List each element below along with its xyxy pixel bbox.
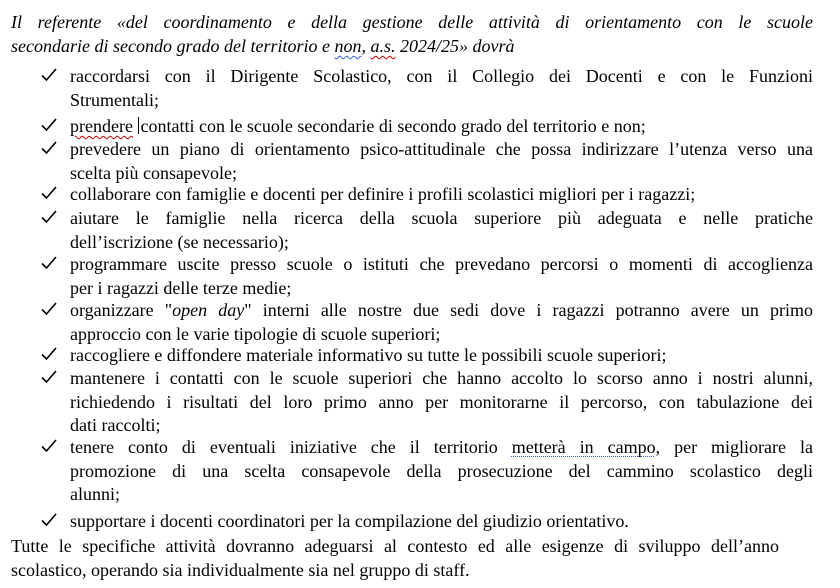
grammar-flag-mettera[interactable]: metterà in campo bbox=[511, 437, 656, 457]
spellcheck-flag-prendere[interactable]: prendere bbox=[70, 116, 133, 136]
list-item-line: mantenere i contatti con le scuole superiori che hanno accolto lo scorso anno i nostri alunni, bbox=[70, 368, 813, 388]
list-item-line: dell’iscrizione (se necessario); bbox=[70, 231, 289, 252]
intro-paragraph bbox=[11, 10, 813, 58]
list-item-line: scelta più consapevole; bbox=[70, 162, 237, 183]
list-item-line-text: , per migliorare la bbox=[655, 437, 813, 457]
list-item-line: Strumentali; bbox=[70, 89, 159, 110]
intro-line-2 bbox=[11, 36, 514, 56]
list-item-line-text: " interni alle nostre due sedi dove i ragazzi potranno avere un primo bbox=[244, 300, 813, 320]
list-item-line: supportare i docenti coordinatori per la compilazione del giudizio orientativo. bbox=[70, 511, 629, 531]
list-item-line bbox=[70, 299, 813, 323]
list-item-line: alunni; bbox=[70, 484, 120, 505]
checkmark-icon bbox=[41, 369, 57, 385]
list-item-line bbox=[70, 115, 813, 139]
open-day-emphasis: open day bbox=[172, 300, 245, 320]
list-item-line: raccordarsi con il Dirigente Scolastico, con il Collegio dei Docenti e con le Funzioni bbox=[70, 66, 813, 86]
intro-comma: , bbox=[361, 36, 371, 56]
checkmark-icon bbox=[41, 185, 57, 201]
closing-line-1: Tutte le specifiche attività dovranno adeguarsi al contesto ed alle esigenze di sviluppo dell’anno bbox=[11, 536, 779, 556]
list-item-line: dati raccolti; bbox=[70, 415, 161, 436]
checkmark-icon bbox=[41, 301, 57, 317]
list-item-text bbox=[70, 367, 813, 438]
checkmark-icon bbox=[41, 140, 57, 156]
list-item-line bbox=[70, 436, 813, 460]
grammar-flag-non[interactable]: non bbox=[334, 36, 362, 56]
list-item-line-text: tenere conto di eventuali iniziative che il territorio bbox=[70, 437, 512, 457]
list-item-text bbox=[70, 344, 813, 368]
spellcheck-flag-as[interactable]: a.s. bbox=[370, 36, 396, 56]
list-item-line: raccogliere e diffondere materiale informativo su tutte le possibili scuole superiori; bbox=[70, 345, 667, 365]
list-item-line: richiedendo i risultati del loro primo anno per monitorarne il percorso, con tabulazione dei bbox=[70, 391, 813, 412]
list-item-line: promozione di una scelta consapevole della prosecuzione del cammino scolastico degli bbox=[70, 460, 813, 481]
list-item-text bbox=[70, 138, 813, 185]
list-item-text bbox=[70, 65, 813, 112]
list-item-line: collaborare con famiglie e docenti per definire i profili scolastici migliori per i ragazzi; bbox=[70, 184, 696, 204]
closing-line-2: scolastico, operando sia individualmente sia nel gruppo di staff. bbox=[11, 559, 470, 580]
checkmark-icon bbox=[41, 438, 57, 454]
checkmark-icon bbox=[41, 209, 57, 225]
list-item-line: per i ragazzi delle terze medie; bbox=[70, 277, 292, 298]
list-item-line: programmare uscite presso scuole o istituti che prevedano percorsi o momenti di accoglienza bbox=[70, 254, 813, 274]
list-item-line: approccio con le varie tipologie di scuole superiori; bbox=[70, 323, 441, 344]
checkmark-icon bbox=[41, 512, 57, 528]
list-item-line: prevedere un piano di orientamento psico-attitudinale che possa indirizzare l’utenza verso una bbox=[70, 139, 813, 159]
checkmark-icon bbox=[41, 346, 57, 362]
list-item-text bbox=[70, 115, 813, 139]
list-item-line-text: organizzare " bbox=[70, 300, 173, 320]
intro-line-2-text: secondarie di secondo grado del territorio e bbox=[11, 36, 335, 56]
list-item-text bbox=[70, 253, 813, 300]
intro-line-2-end: 2024/25» dovrà bbox=[395, 36, 515, 56]
checkmark-icon bbox=[41, 67, 57, 83]
list-item-text bbox=[70, 299, 813, 346]
list-item-line: aiutare le famiglie nella ricerca della scuola superiore più adeguata e nelle pratiche bbox=[70, 208, 813, 228]
list-item-text bbox=[70, 183, 813, 207]
list-item-text bbox=[70, 436, 813, 507]
checkmark-icon bbox=[41, 255, 57, 271]
closing-paragraph bbox=[11, 535, 811, 582]
list-item-text bbox=[70, 510, 813, 534]
list-item-text bbox=[70, 207, 813, 254]
intro-line-1: Il referente «del coordinamento e della gestione delle attività di orientamento con le scuole bbox=[11, 12, 813, 32]
checkmark-icon bbox=[41, 117, 57, 133]
list-item-line-text: contatti con le scuole secondarie di secondo grado del territorio e non; bbox=[140, 116, 646, 136]
